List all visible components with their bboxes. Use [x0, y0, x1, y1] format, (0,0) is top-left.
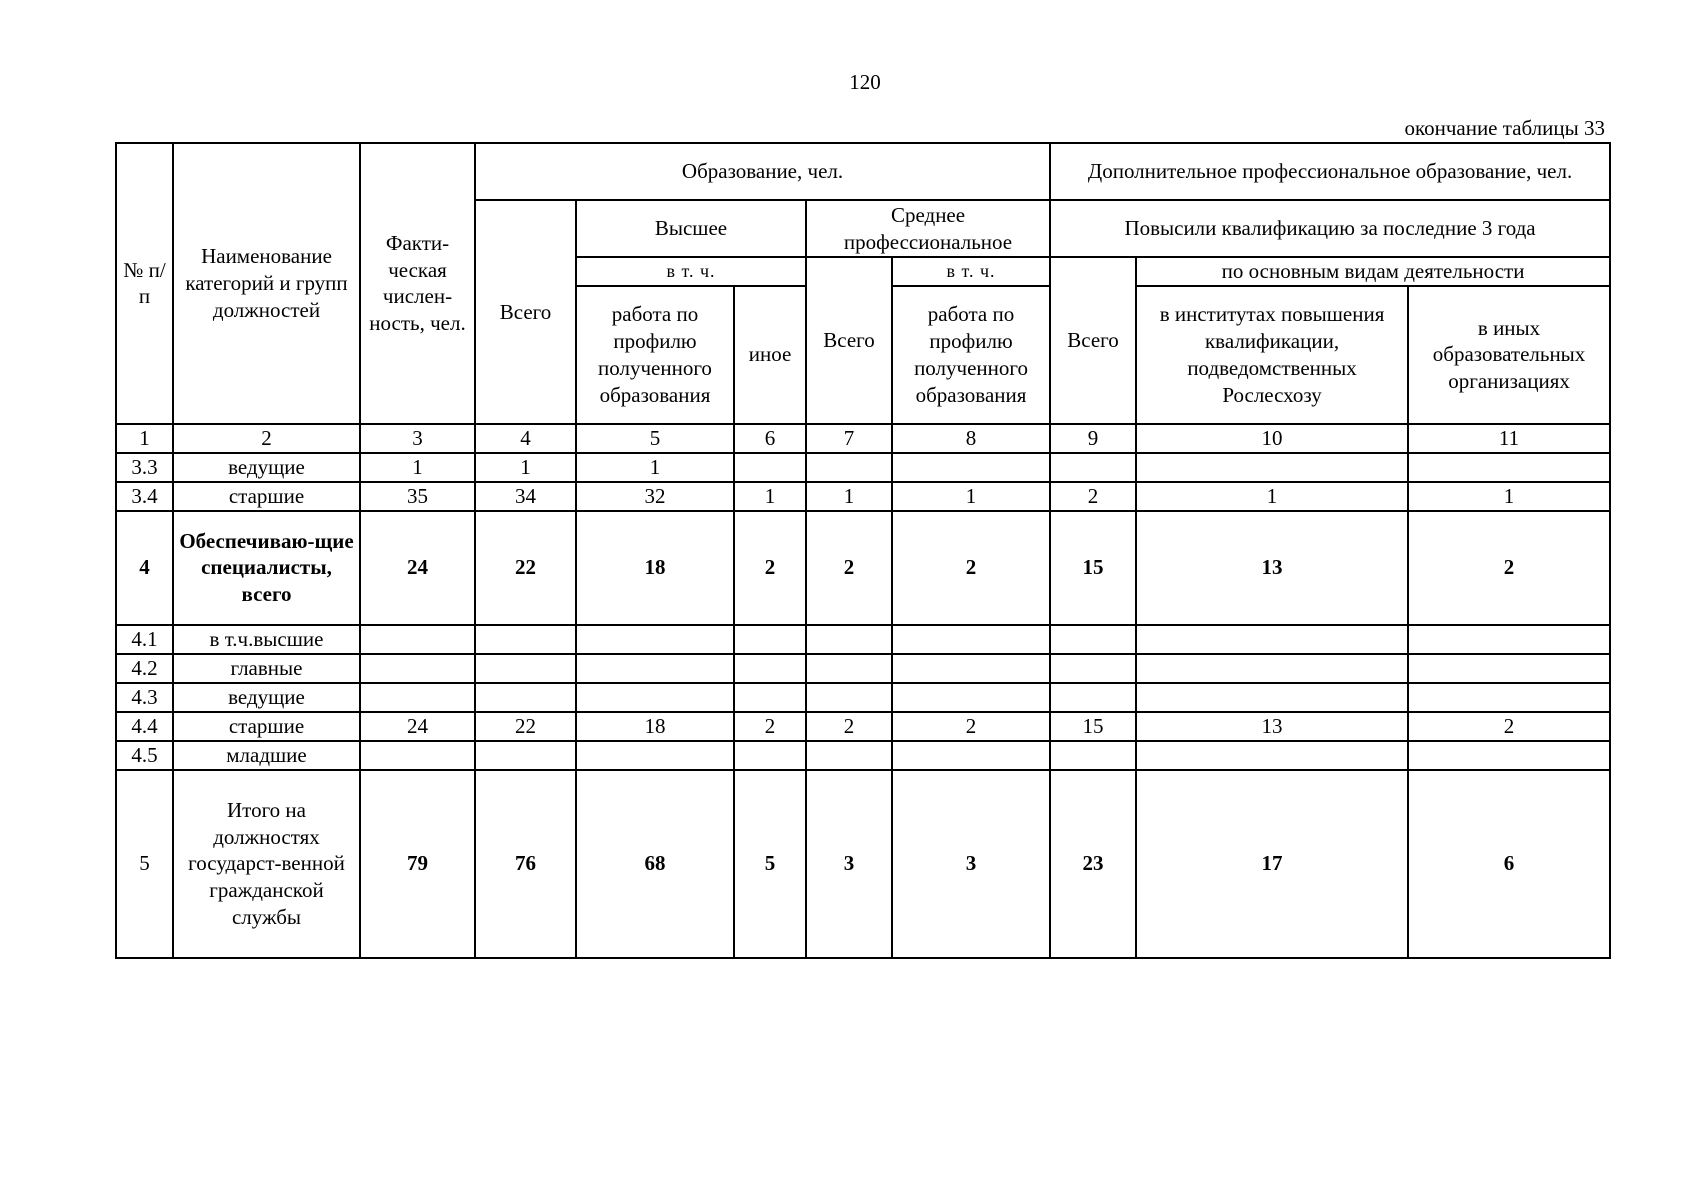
table-cell: 22 — [475, 712, 576, 741]
column-number: 7 — [806, 424, 892, 453]
table-cell — [1050, 453, 1136, 482]
page-number: 120 — [849, 70, 881, 94]
row-category: младшие — [173, 741, 360, 770]
table-row — [116, 453, 1610, 482]
table-cell: 1 — [1408, 482, 1610, 511]
table-row-group-total — [116, 511, 1610, 625]
table-cell — [734, 741, 806, 770]
table-cell — [1408, 654, 1610, 683]
table-row — [116, 683, 1610, 712]
table-cell: 24 — [360, 712, 475, 741]
table-row-grand-total — [116, 770, 1610, 958]
table-cell: 34 — [475, 482, 576, 511]
column-number: 11 — [1408, 424, 1610, 453]
header-dpo-total: Всего — [1050, 257, 1136, 424]
table-cell — [475, 625, 576, 654]
header-secondary-total: Всего — [806, 257, 892, 424]
table-cell: 1 — [576, 453, 734, 482]
table-cell: 18 — [576, 712, 734, 741]
header-secondary-vtch: в т. ч. — [892, 257, 1050, 286]
header-secondary-profile: работа по профилю полученного образования — [892, 286, 1050, 424]
table-cell — [360, 625, 475, 654]
table-cell: 76 — [475, 770, 576, 958]
header-actual-count: Факти-ческая числен-ность, чел. — [360, 143, 475, 424]
row-num: 4.2 — [116, 654, 173, 683]
column-number: 5 — [576, 424, 734, 453]
header-num: № п/п — [116, 143, 173, 424]
table-cell — [806, 625, 892, 654]
column-number: 6 — [734, 424, 806, 453]
row-num: 4.5 — [116, 741, 173, 770]
table-row — [116, 482, 1610, 511]
row-category: старшие — [173, 482, 360, 511]
header-main-activities: по основным видам деятельности — [1136, 257, 1610, 286]
header-name: Наименование категорий и групп должностей — [173, 143, 360, 424]
table-cell — [806, 683, 892, 712]
table-cell — [1136, 741, 1408, 770]
column-number: 9 — [1050, 424, 1136, 453]
table-cell — [734, 654, 806, 683]
header-higher-vtch: в т. ч. — [576, 257, 806, 286]
row-category: в т.ч.высшие — [173, 625, 360, 654]
row-category: Итого на должностях государст-венной гражданской службы — [173, 770, 360, 958]
table-cell: 2 — [734, 712, 806, 741]
table-row — [116, 625, 1610, 654]
table-cell — [892, 453, 1050, 482]
table-cell — [734, 625, 806, 654]
row-num: 4.4 — [116, 712, 173, 741]
table-cell: 2 — [892, 511, 1050, 625]
row-category: старшие — [173, 712, 360, 741]
table-cell — [1136, 625, 1408, 654]
table-cell — [1136, 654, 1408, 683]
column-number: 3 — [360, 424, 475, 453]
table-cell: 2 — [892, 712, 1050, 741]
header-education: Образование, чел. — [475, 143, 1050, 200]
table-cell — [806, 741, 892, 770]
row-num: 4 — [116, 511, 173, 625]
header-qualification: Повысили квалификацию за последние 3 года — [1050, 200, 1610, 257]
table-cell — [892, 741, 1050, 770]
header-edu-total: Всего — [475, 200, 576, 424]
table-cell: 68 — [576, 770, 734, 958]
row-num: 4.3 — [116, 683, 173, 712]
header-other-orgs: в иных образовательных организациях — [1408, 286, 1610, 424]
header-institutes: в институтах повышения квалификации, подведомственных Рослесхозу — [1136, 286, 1408, 424]
table-caption: окончание таблицы 33 — [1404, 116, 1605, 140]
table-cell: 13 — [1136, 712, 1408, 741]
table-cell: 1 — [734, 482, 806, 511]
table-cell: 2 — [806, 511, 892, 625]
table-cell: 35 — [360, 482, 475, 511]
table-cell — [1408, 683, 1610, 712]
table-cell: 23 — [1050, 770, 1136, 958]
table-cell — [892, 683, 1050, 712]
table-cell: 3 — [806, 770, 892, 958]
column-numbers-row — [116, 424, 1610, 453]
row-category: ведущие — [173, 683, 360, 712]
column-number: 2 — [173, 424, 360, 453]
header-higher-profile: работа по профилю полученного образования — [576, 286, 734, 424]
table-cell — [360, 683, 475, 712]
table-cell — [1136, 453, 1408, 482]
table-cell: 2 — [1408, 712, 1610, 741]
table-cell: 1 — [892, 482, 1050, 511]
column-number: 4 — [475, 424, 576, 453]
table-cell — [734, 453, 806, 482]
table-row — [116, 741, 1610, 770]
table-cell: 5 — [734, 770, 806, 958]
table-cell: 2 — [1050, 482, 1136, 511]
table-cell: 1 — [806, 482, 892, 511]
table-cell: 22 — [475, 511, 576, 625]
table-cell — [1050, 654, 1136, 683]
table-cell — [1050, 625, 1136, 654]
table-cell — [1136, 683, 1408, 712]
table-cell — [576, 625, 734, 654]
header-dpo: Дополнительное профессиональное образование, чел. — [1050, 143, 1610, 200]
row-category: Обеспечиваю-щие специалисты, всего — [173, 511, 360, 625]
table-row — [116, 654, 1610, 683]
table-cell: 18 — [576, 511, 734, 625]
staffing-education-table — [115, 142, 1611, 959]
row-num: 5 — [116, 770, 173, 958]
row-num: 4.1 — [116, 625, 173, 654]
table-cell: 2 — [806, 712, 892, 741]
table-cell: 15 — [1050, 712, 1136, 741]
table-cell: 1 — [1136, 482, 1408, 511]
table-cell — [1408, 453, 1610, 482]
table-cell: 17 — [1136, 770, 1408, 958]
table-cell — [892, 654, 1050, 683]
table-cell — [1050, 683, 1136, 712]
table-cell — [475, 683, 576, 712]
table-cell — [1408, 625, 1610, 654]
column-number: 1 — [116, 424, 173, 453]
row-category: ведущие — [173, 453, 360, 482]
table-cell: 1 — [360, 453, 475, 482]
column-number: 8 — [892, 424, 1050, 453]
table-cell — [806, 654, 892, 683]
table-cell: 6 — [1408, 770, 1610, 958]
table-cell — [1408, 741, 1610, 770]
table-cell — [475, 654, 576, 683]
table-cell: 15 — [1050, 511, 1136, 625]
table-cell — [892, 625, 1050, 654]
table-cell — [576, 683, 734, 712]
table-cell: 1 — [475, 453, 576, 482]
table-cell — [806, 453, 892, 482]
row-category: главные — [173, 654, 360, 683]
table-cell — [576, 741, 734, 770]
table-cell: 2 — [734, 511, 806, 625]
table-cell: 3 — [892, 770, 1050, 958]
header-secondary: Среднее профессиональное — [806, 200, 1050, 257]
table-cell: 13 — [1136, 511, 1408, 625]
header-higher-other: иное — [734, 286, 806, 424]
table-cell — [475, 741, 576, 770]
table-cell: 2 — [1408, 511, 1610, 625]
header-higher: Высшее — [576, 200, 806, 257]
row-num: 3.4 — [116, 482, 173, 511]
table-row — [116, 712, 1610, 741]
table-cell — [576, 654, 734, 683]
table-cell: 79 — [360, 770, 475, 958]
row-num: 3.3 — [116, 453, 173, 482]
column-number: 10 — [1136, 424, 1408, 453]
table-cell — [734, 683, 806, 712]
table-cell: 24 — [360, 511, 475, 625]
table-cell — [1050, 741, 1136, 770]
table-cell — [360, 741, 475, 770]
table-cell — [360, 654, 475, 683]
table-cell: 32 — [576, 482, 734, 511]
